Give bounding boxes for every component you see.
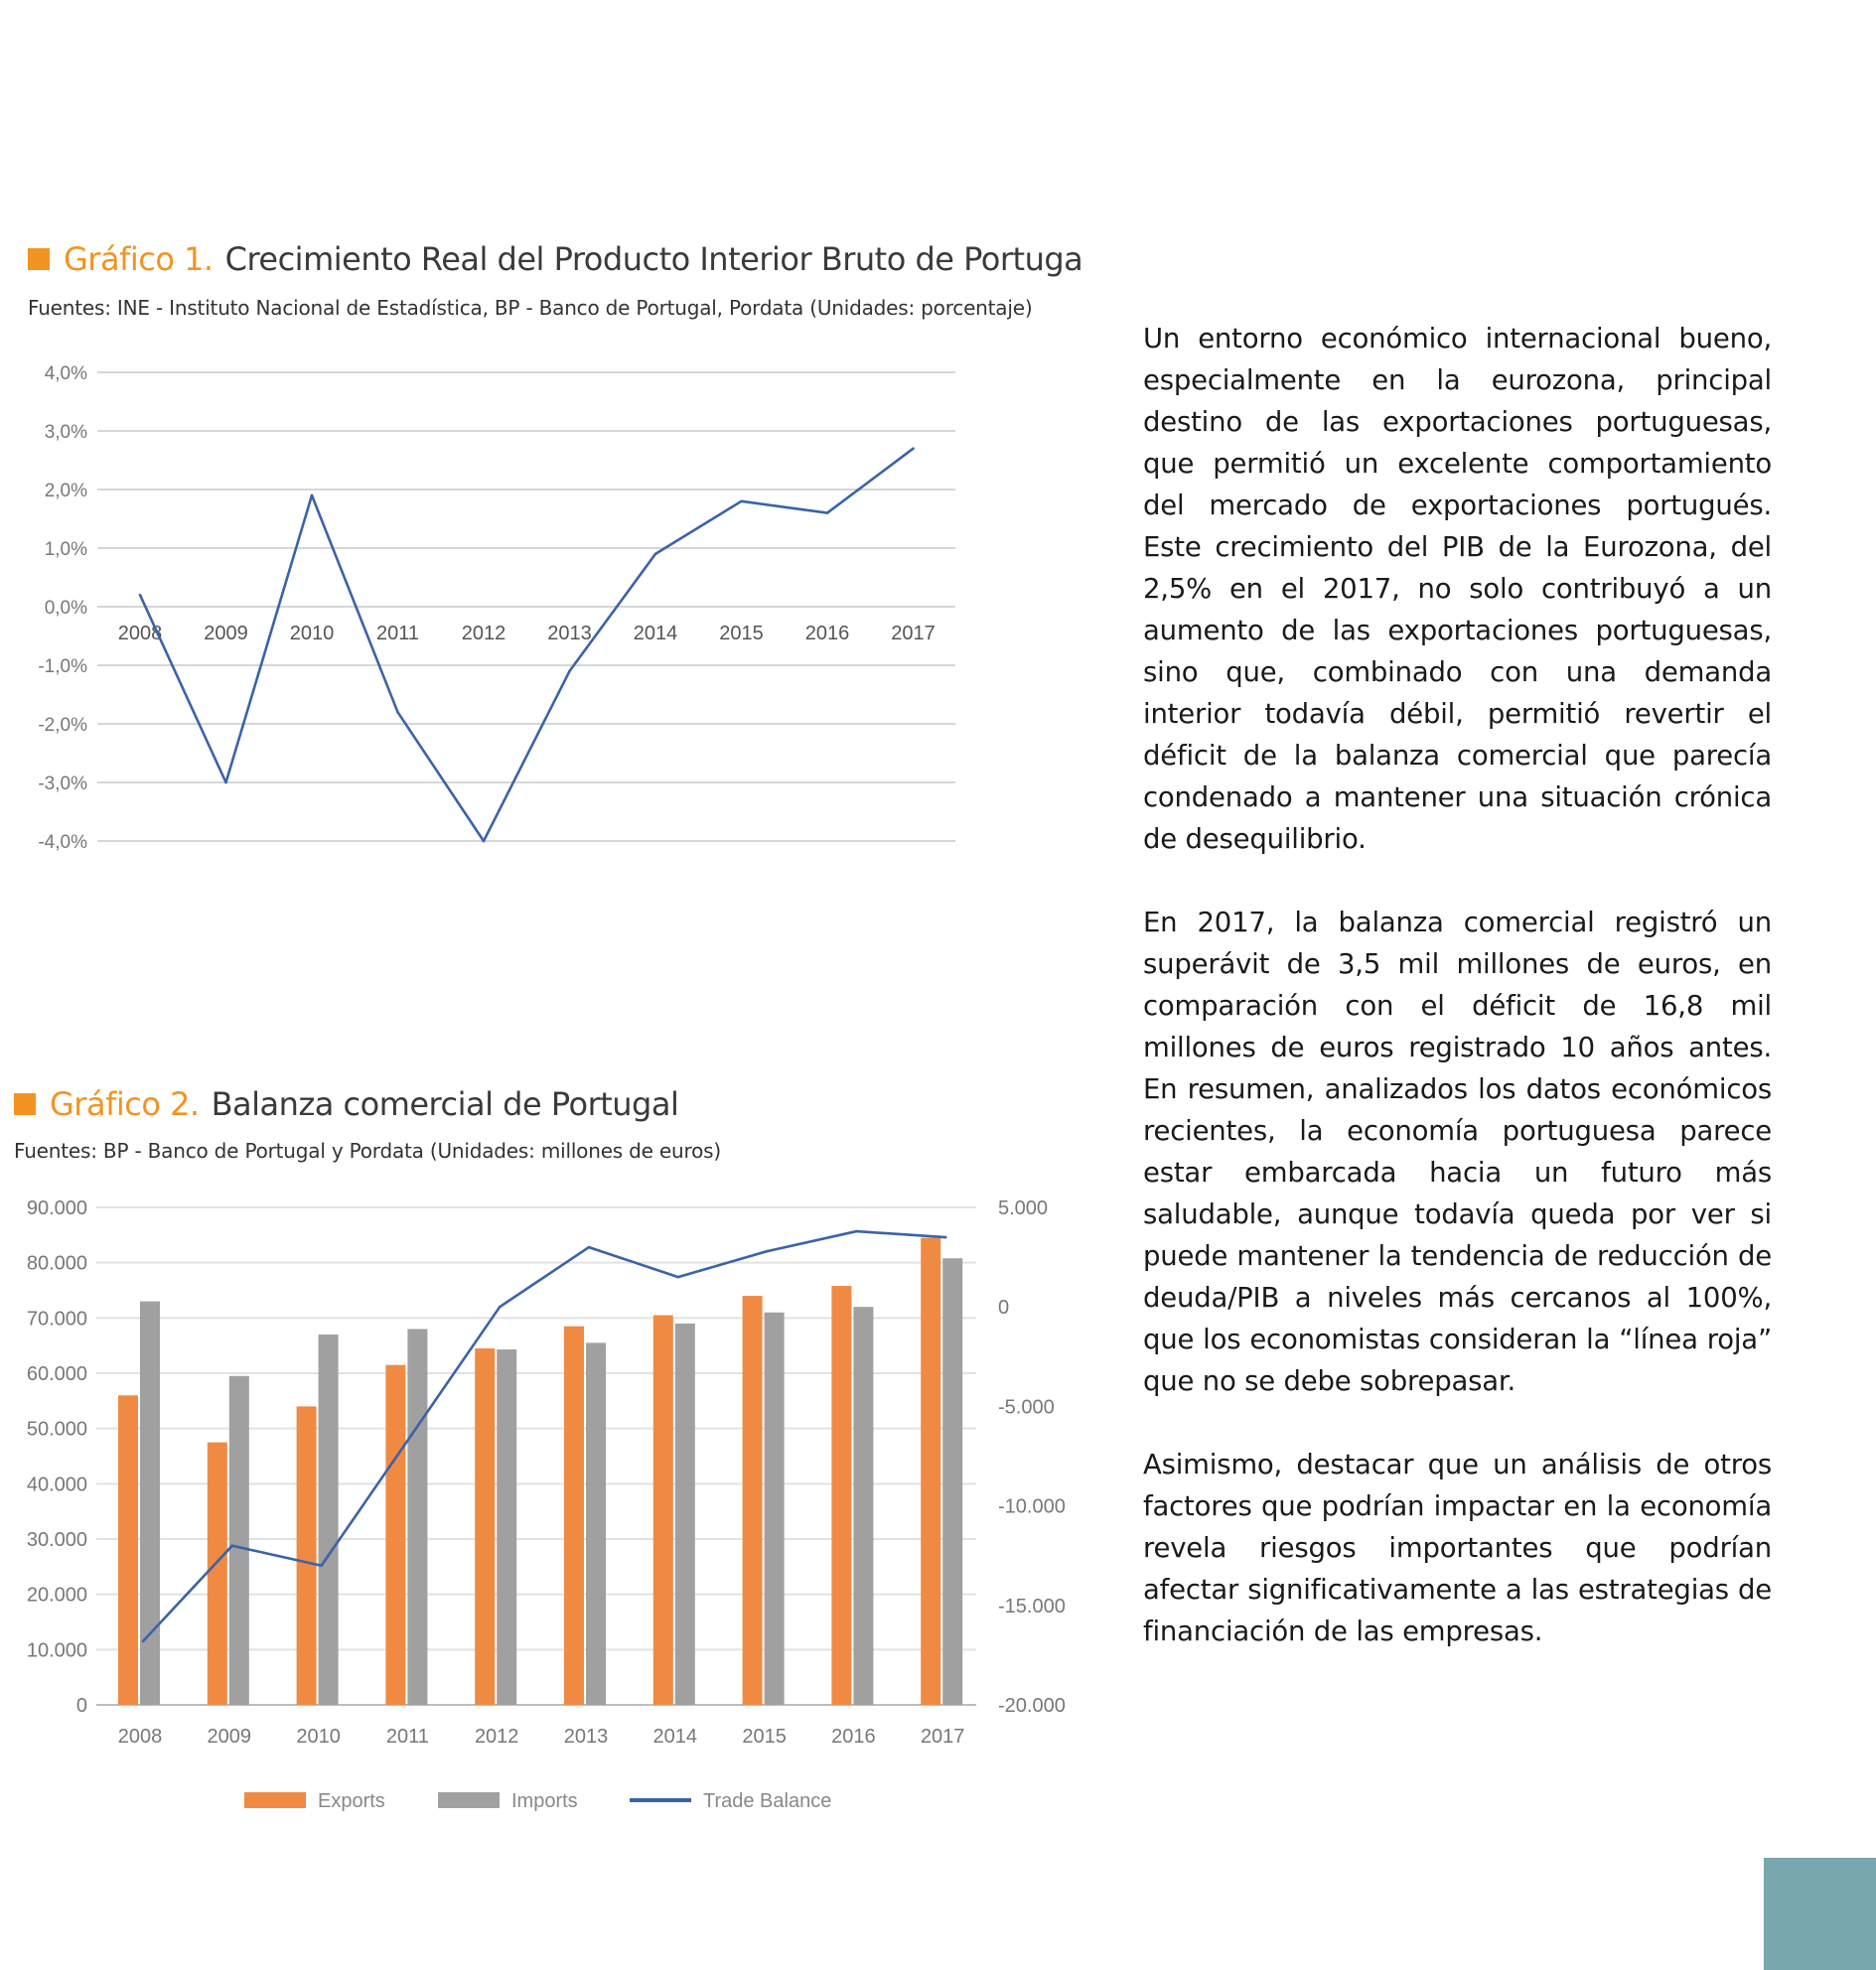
bar-imports <box>407 1329 427 1705</box>
y-tick-label: 60.000 <box>26 1363 87 1385</box>
x-tick-label: 2014 <box>633 623 678 644</box>
chart1-heading <box>28 240 1082 278</box>
y2-tick-label: 5.000 <box>998 1197 1049 1219</box>
chart1-gdp-line-chart <box>0 348 1092 864</box>
bar-exports <box>385 1365 405 1705</box>
x-tick-label: 2014 <box>652 1726 698 1748</box>
x-tick-label: 2011 <box>375 623 420 644</box>
data-point <box>677 1276 680 1279</box>
bar-exports <box>921 1238 940 1705</box>
data-point <box>568 670 571 673</box>
chart2-source: Fuentes: BP - Banco de Portugal y Pordata (Unidades: millones de euros) <box>14 1139 721 1163</box>
x-tick-label: 2017 <box>891 623 936 644</box>
bar-exports <box>564 1327 584 1705</box>
chart2-number: Gráfico 2. <box>50 1085 200 1123</box>
x-tick-label: 2017 <box>920 1726 965 1748</box>
chart2-heading <box>14 1085 678 1123</box>
square-bullet-icon <box>28 248 50 270</box>
y-tick-label: 80.000 <box>26 1252 87 1275</box>
y-tick-label: 30.000 <box>26 1529 87 1551</box>
legend-label: Trade Balance <box>703 1790 832 1812</box>
y-tick-label: 0 <box>75 1695 87 1717</box>
x-tick-label: 2012 <box>474 1726 519 1748</box>
x-tick-label: 2016 <box>831 1726 876 1748</box>
bar-imports <box>765 1313 785 1705</box>
x-tick-label: 2008 <box>117 1726 163 1748</box>
x-tick-label: 2009 <box>204 623 248 644</box>
x-tick-label: 2012 <box>461 623 506 644</box>
data-point <box>483 840 486 843</box>
legend-swatch-exports <box>244 1792 306 1808</box>
y2-tick-label: -10.000 <box>998 1495 1066 1518</box>
data-point <box>231 1544 234 1547</box>
corner-decoration-block <box>1764 1858 1876 1970</box>
bar-imports <box>675 1324 695 1705</box>
y-tick-label: 10.000 <box>26 1639 87 1662</box>
x-tick-label: 2013 <box>547 623 592 644</box>
y-tick-label: -1,0% <box>38 656 87 677</box>
y-tick-label: -4,0% <box>38 832 87 853</box>
data-point <box>224 781 227 784</box>
y2-tick-label: -20.000 <box>998 1695 1066 1717</box>
bar-exports <box>118 1395 138 1705</box>
x-tick-label: 2016 <box>804 623 850 644</box>
y-tick-label: -3,0% <box>38 774 87 794</box>
bar-exports <box>297 1406 317 1705</box>
y-tick-label: 3,0% <box>44 422 87 443</box>
y-tick-label: 50.000 <box>26 1418 87 1441</box>
x-tick-label: 2011 <box>385 1726 429 1748</box>
bar-exports <box>653 1316 673 1705</box>
chart2-title: Balanza comercial de Portugal <box>211 1085 679 1123</box>
data-point <box>588 1246 591 1249</box>
x-tick-label: 2008 <box>117 623 163 644</box>
data-point <box>139 594 142 597</box>
bar-imports <box>229 1376 249 1705</box>
bar-imports <box>942 1258 962 1705</box>
legend-label: Exports <box>318 1790 385 1812</box>
y2-tick-label: 0 <box>998 1297 1010 1320</box>
bar-exports <box>831 1286 851 1705</box>
data-point <box>396 711 399 714</box>
x-tick-label: 2010 <box>296 1726 341 1748</box>
bar-imports <box>319 1335 339 1705</box>
y-tick-label: 2,0% <box>44 481 87 501</box>
bar-exports <box>475 1348 495 1705</box>
bar-exports <box>208 1443 227 1705</box>
y-tick-label: 20.000 <box>26 1584 87 1607</box>
data-point <box>654 553 657 556</box>
chart1-number: Gráfico 1. <box>64 240 214 278</box>
y2-tick-label: -5.000 <box>998 1396 1055 1419</box>
data-point <box>499 1306 502 1309</box>
x-tick-label: 2015 <box>719 623 764 644</box>
bar-imports <box>140 1302 160 1705</box>
data-point <box>142 1640 145 1643</box>
x-tick-label: 2010 <box>289 623 335 644</box>
y-tick-label: 90.000 <box>26 1197 87 1219</box>
bar-imports <box>586 1342 606 1705</box>
square-bullet-icon <box>14 1093 36 1115</box>
y-tick-label: -2,0% <box>38 715 87 736</box>
y2-tick-label: -15.000 <box>998 1595 1066 1618</box>
y-tick-label: 70.000 <box>26 1308 87 1331</box>
y-tick-label: 40.000 <box>26 1474 87 1496</box>
bar-imports <box>497 1349 516 1705</box>
data-point <box>855 1230 858 1233</box>
y-tick-label: 1,0% <box>44 539 87 560</box>
legend-swatch-imports <box>438 1792 500 1808</box>
legend-label: Imports <box>511 1790 578 1812</box>
bar-imports <box>853 1307 873 1705</box>
data-point <box>409 1435 412 1438</box>
series-line-trade-balance <box>143 1231 945 1641</box>
chart1-title: Crecimiento Real del Producto Interior Bruto de Portuga <box>224 240 1083 278</box>
data-point <box>740 500 743 503</box>
chart1-source: Fuentes: INE - Instituto Nacional de Estadística, BP - Banco de Portugal, Pordata (Unidades: porcentaje) <box>28 296 1033 320</box>
data-point <box>912 447 915 450</box>
article-paragraph-3: Asimismo, destacar que un análisis de otros factores que podrían impactar en la economía revela riesgos importantes que podrían afectar significativamente a las estrategias de financiación de las empresas. <box>1143 1449 1772 1647</box>
data-point <box>944 1236 947 1239</box>
y-tick-label: 0,0% <box>44 598 87 619</box>
data-point <box>766 1250 769 1253</box>
chart2-trade-balance-chart <box>0 1182 1092 1827</box>
x-tick-label: 2009 <box>207 1726 252 1748</box>
article-text <box>1143 318 1772 1694</box>
y-tick-label: 4,0% <box>44 363 87 384</box>
bar-exports <box>743 1296 763 1705</box>
data-point <box>826 511 829 514</box>
article-paragraph-2: En 2017, la balanza comercial registró un superávit de 3,5 mil millones de euros, en comparación con el déficit de 16,8 mil millones de euros registrado 10 años antes. En resumen, analizados los datos económicos recientes, la economía portuguesa parece estar embarcada hacia un futuro más saludable, aunque todavía queda por ver si puede mantener la tendencia de reducción de deuda/PIB a niveles más cercanos al 100%, que los economistas consideran la “línea roja” que no se debe sobrepasar. <box>1143 907 1772 1397</box>
x-tick-label: 2013 <box>563 1726 609 1748</box>
data-point <box>320 1564 323 1567</box>
x-tick-label: 2015 <box>742 1726 787 1748</box>
article-paragraph-1: Un entorno económico internacional bueno, especialmente en la eurozona, principal destino de las exportaciones portuguesas, que permitió un excelente comportamiento del mercado de exportaciones portugués. Este crecimiento del PIB de la Eurozona, del 2,5% en el 2017, no solo contribuyó a un aumento de las exportaciones portuguesas, sino que, combinado con una demanda interior todavía débil, permitió revertir el déficit de la balanza comercial que parecía condenado a mantener una situación crónica de desequilibrio. <box>1143 323 1772 855</box>
data-point <box>311 494 314 497</box>
